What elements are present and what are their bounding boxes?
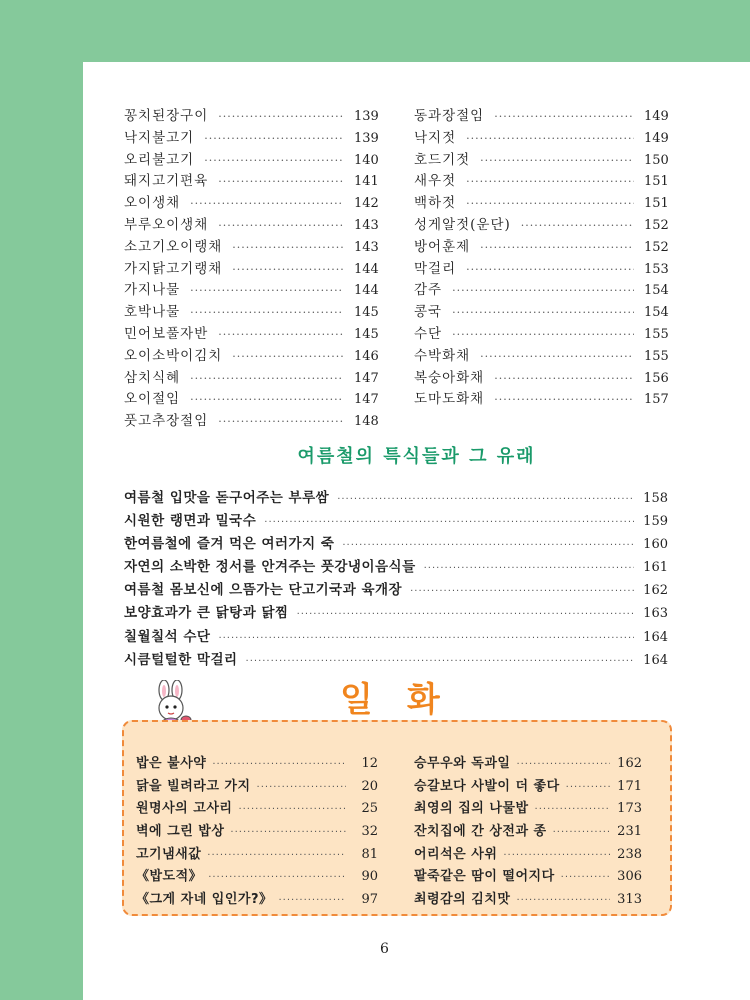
page-number: 6	[380, 941, 389, 957]
item-page: 238	[617, 846, 642, 862]
item-title: 수단	[414, 325, 443, 342]
list-item	[124, 366, 378, 388]
list-item	[414, 213, 668, 235]
list-item	[414, 235, 668, 257]
dot-leader	[238, 804, 346, 815]
item-page: 20	[361, 778, 378, 794]
list-item	[414, 366, 668, 388]
item-page: 161	[643, 560, 668, 576]
item-title: 잔치집에 간 상전과 종	[414, 824, 547, 840]
item-page: 150	[644, 152, 669, 168]
item-page: 151	[644, 174, 669, 190]
list-item	[414, 322, 668, 344]
item-title: 승무우와 독과일	[414, 756, 511, 771]
dot-leader	[480, 350, 634, 363]
item-page: 154	[644, 305, 669, 321]
item-title: 최영의 집의 나물밥	[414, 801, 529, 817]
item-page: 163	[643, 606, 668, 622]
toc-right-column	[414, 104, 668, 409]
list-item	[124, 191, 378, 213]
list-item	[414, 148, 668, 170]
item-title: 새우젓	[414, 173, 457, 190]
section-title: 여름철의 특식들과 그 유래	[297, 446, 536, 467]
dot-leader	[218, 175, 344, 188]
item-page: 159	[643, 514, 668, 530]
dot-leader	[232, 241, 344, 254]
item-title: 어리석은 사위	[414, 846, 498, 862]
dot-leader	[452, 284, 634, 297]
list-item	[124, 509, 668, 532]
item-page: 147	[354, 370, 379, 386]
list-item	[124, 104, 378, 126]
dot-leader	[480, 241, 634, 254]
dot-leader	[566, 782, 610, 793]
dot-leader	[410, 586, 634, 597]
item-title: 오이절임	[124, 391, 181, 408]
list-item	[414, 257, 668, 279]
list-item	[414, 820, 642, 843]
item-page: 151	[644, 196, 669, 212]
dot-leader	[218, 633, 634, 644]
list-item	[124, 322, 378, 344]
item-page: 160	[643, 537, 668, 553]
list-item	[124, 278, 378, 300]
dot-leader	[257, 782, 346, 793]
list-item	[414, 278, 668, 300]
item-title: 시큼털털한 막걸리	[124, 651, 238, 668]
list-item	[414, 387, 668, 409]
item-title: 원명사의 고사리	[136, 801, 233, 817]
dot-leader	[218, 328, 344, 341]
item-title: 콩국	[414, 304, 443, 321]
anecdote-title: 일화	[340, 680, 474, 720]
list-item	[124, 555, 668, 578]
dot-leader	[279, 895, 347, 906]
item-page: 148	[354, 414, 379, 430]
list-item	[124, 235, 378, 257]
item-title: 꽁치된장구이	[124, 108, 209, 124]
dot-leader	[553, 827, 610, 838]
item-title: 벽에 그린 밥상	[136, 824, 225, 840]
dot-leader	[218, 219, 344, 232]
item-title: 오이생채	[124, 195, 181, 212]
item-title: 돼지고기편육	[124, 173, 209, 190]
dot-leader	[207, 850, 346, 861]
item-page: 145	[354, 305, 379, 321]
anecdote-left-column	[136, 752, 378, 911]
item-page: 231	[617, 824, 642, 840]
item-title: 닭을 빌려라고 가지	[136, 778, 251, 794]
list-item	[124, 344, 378, 366]
item-page: 145	[354, 326, 379, 342]
dot-leader	[516, 759, 610, 770]
dot-leader	[208, 872, 346, 883]
item-page: 162	[617, 756, 642, 771]
item-title: 풋고추장절임	[124, 413, 209, 430]
list-item	[414, 752, 642, 775]
item-page: 25	[361, 801, 378, 817]
item-page: 152	[644, 217, 669, 233]
item-title: 자연의 소박한 정서를 안겨주는 풋강냉이음식들	[124, 559, 416, 576]
dot-leader	[494, 372, 634, 385]
dot-leader	[190, 284, 344, 297]
item-page: 164	[643, 652, 668, 668]
item-page: 149	[644, 130, 669, 146]
item-page: 97	[361, 892, 378, 908]
dot-leader	[232, 350, 344, 363]
item-page: 139	[354, 109, 379, 124]
item-title: 《그게 자네 입인가?》	[136, 892, 273, 908]
list-item	[124, 169, 378, 191]
list-item	[124, 601, 668, 624]
item-page: 81	[361, 846, 378, 862]
item-title: 소고기오이랭채	[124, 238, 223, 255]
item-title: 도마도화채	[414, 391, 485, 408]
list-item	[414, 888, 642, 911]
list-item	[414, 169, 668, 191]
item-title: 오이소박이김치	[124, 347, 223, 364]
dot-leader	[452, 328, 634, 341]
item-page: 152	[644, 239, 669, 255]
list-item	[414, 865, 642, 888]
dot-leader	[297, 609, 634, 620]
item-page: 144	[354, 261, 379, 277]
list-item	[124, 578, 668, 601]
item-page: 162	[643, 583, 668, 599]
list-item	[124, 532, 668, 555]
item-page: 156	[644, 370, 669, 386]
item-title: 막걸리	[414, 260, 457, 277]
summer-food-list	[124, 486, 668, 671]
list-item	[414, 843, 642, 866]
item-title: 《밥도적》	[136, 869, 203, 885]
item-title: 최령감의 김치맛	[414, 892, 511, 908]
list-item	[136, 843, 378, 866]
dot-leader	[342, 540, 634, 551]
item-title: 복숭아화채	[414, 369, 485, 386]
list-item	[124, 648, 668, 671]
list-item	[136, 797, 378, 820]
item-title: 민어보풀자반	[124, 325, 209, 342]
item-page: 143	[354, 217, 379, 233]
item-page: 144	[354, 283, 379, 299]
dot-leader	[230, 827, 346, 838]
item-title: 감주	[414, 282, 443, 299]
item-page: 153	[644, 261, 669, 277]
item-page: 140	[354, 152, 379, 168]
item-title: 동과장절임	[414, 108, 485, 124]
item-page: 313	[617, 892, 642, 908]
dot-leader	[204, 154, 344, 167]
item-page: 139	[354, 130, 379, 146]
list-item	[124, 126, 378, 148]
list-item	[414, 104, 668, 126]
list-item	[136, 752, 378, 775]
item-title: 백하젓	[414, 195, 457, 212]
item-title: 밥은 불사약	[136, 756, 207, 771]
dot-leader	[218, 415, 344, 428]
item-title: 낙지젓	[414, 129, 457, 146]
item-page: 155	[644, 326, 669, 342]
item-title: 시원한 랭면과 밀국수	[124, 513, 257, 530]
dot-leader	[190, 372, 344, 385]
list-item	[414, 126, 668, 148]
dot-leader	[424, 563, 634, 574]
list-item	[124, 257, 378, 279]
list-item	[124, 213, 378, 235]
item-page: 149	[644, 109, 669, 124]
item-page: 171	[617, 778, 642, 794]
dot-leader	[480, 154, 634, 167]
dot-leader	[232, 263, 344, 276]
list-item	[136, 820, 378, 843]
list-item	[124, 486, 668, 509]
list-item	[124, 409, 378, 431]
anecdote-right-column	[414, 752, 642, 911]
dot-leader	[190, 306, 344, 319]
toc-left-column	[124, 104, 378, 431]
item-title: 여름철 몸보신에 으뜸가는 단고기국과 육개장	[124, 582, 403, 599]
item-page: 306	[617, 869, 642, 885]
item-title: 승갈보다 사발이 더 좋다	[414, 778, 560, 794]
list-item	[414, 300, 668, 322]
item-title: 칠월칠석 수단	[124, 628, 211, 645]
top-color-band	[0, 0, 750, 62]
dot-leader	[466, 132, 634, 145]
list-item	[136, 865, 378, 888]
list-item	[414, 797, 642, 820]
item-page: 147	[354, 392, 379, 408]
dot-leader	[452, 306, 634, 319]
item-page: 173	[617, 801, 642, 817]
dot-leader	[521, 219, 634, 232]
list-item	[124, 387, 378, 409]
item-title: 성게알젓(운단)	[414, 216, 511, 233]
dot-leader	[466, 197, 634, 210]
item-page: 32	[361, 824, 378, 840]
dot-leader	[466, 175, 634, 188]
item-page: 157	[644, 392, 669, 408]
dot-leader	[264, 517, 634, 528]
item-title: 가지나물	[124, 282, 181, 299]
item-title: 팥죽같은 땀이 떨어지다	[414, 869, 555, 885]
item-page: 90	[361, 869, 378, 885]
item-page: 142	[354, 196, 379, 212]
left-color-band	[0, 0, 83, 1000]
item-page: 154	[644, 283, 669, 299]
list-item	[124, 625, 668, 648]
item-title: 가지닭고기랭채	[124, 260, 223, 277]
dot-leader	[212, 759, 346, 770]
list-item	[414, 344, 668, 366]
item-page: 146	[354, 348, 379, 364]
item-title: 부루오이생채	[124, 216, 209, 233]
dot-leader	[190, 393, 344, 406]
dot-leader	[218, 110, 344, 123]
item-title: 삼치식혜	[124, 369, 181, 386]
item-title: 고기냄새값	[136, 846, 202, 862]
dot-leader	[204, 132, 344, 145]
dot-leader	[466, 263, 634, 276]
dot-leader	[494, 393, 634, 406]
item-page: 158	[643, 491, 668, 506]
item-title: 수박화채	[414, 347, 471, 364]
item-title: 호박나물	[124, 304, 181, 321]
item-page: 12	[361, 756, 378, 771]
list-item	[414, 191, 668, 213]
item-title: 호드기젓	[414, 151, 471, 168]
dot-leader	[561, 872, 610, 883]
item-title: 낙지불고기	[124, 129, 195, 146]
list-item	[124, 148, 378, 170]
item-title: 오리불고기	[124, 151, 195, 168]
list-item	[124, 300, 378, 322]
item-title: 보양효과가 큰 닭탕과 닭찜	[124, 605, 289, 622]
item-page: 164	[643, 629, 668, 645]
dot-leader	[246, 656, 634, 667]
list-item	[414, 775, 642, 798]
dot-leader	[337, 494, 634, 505]
item-page: 141	[354, 174, 379, 190]
list-item	[136, 888, 378, 911]
dot-leader	[190, 197, 344, 210]
item-title: 방어훈제	[414, 238, 471, 255]
dot-leader	[503, 850, 610, 861]
list-item	[136, 775, 378, 798]
dot-leader	[516, 895, 610, 906]
dot-leader	[535, 804, 610, 815]
item-page: 155	[644, 348, 669, 364]
item-title: 여름철 입맛을 돋구어주는 부루쌈	[124, 490, 330, 506]
dot-leader	[494, 110, 634, 123]
item-page: 143	[354, 239, 379, 255]
item-title: 한여름철에 즐겨 먹은 여러가지 죽	[124, 536, 335, 553]
